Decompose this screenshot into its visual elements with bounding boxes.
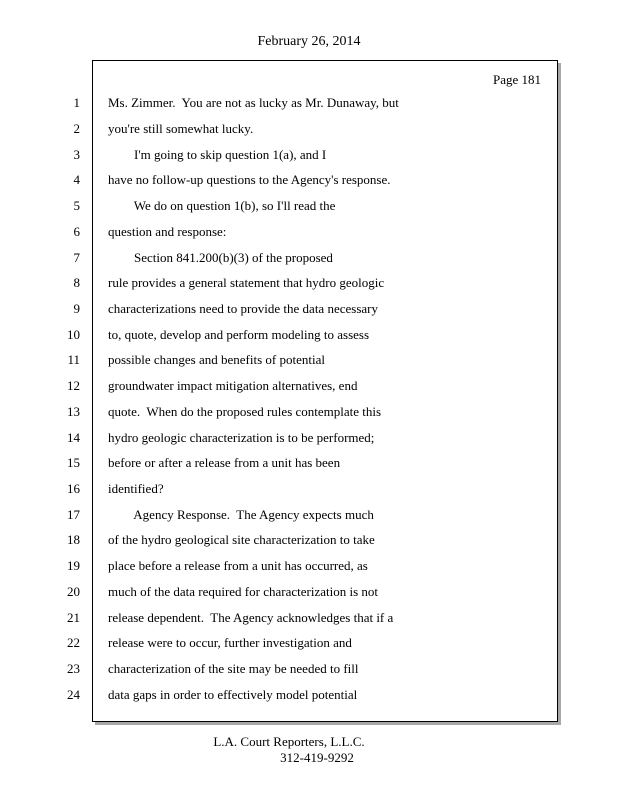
line-number: 3 [73,147,80,162]
line-number: 17 [67,507,80,522]
line-text: place before a release from a unit has occurred, as [108,558,368,573]
line-text: groundwater impact mitigation alternatives, end [108,378,358,393]
line-text: before or after a release from a unit has been [108,455,341,470]
reporter-phone: 312-419-9292 [280,750,354,765]
line-number: 10 [67,327,80,342]
line-number: 20 [67,584,80,599]
line-number: 11 [67,352,80,367]
line-text: release dependent. The Agency acknowledges that if a [108,610,394,625]
line-text: of the hydro geological site characterization to take [108,532,375,547]
line-number: 23 [67,661,80,676]
line-text: much of the data required for characterization is not [108,584,378,599]
line-number: 5 [73,198,80,213]
line-number: 13 [67,404,80,419]
page-number: Page 181 [492,72,541,87]
line-number: 6 [73,224,80,239]
line-text: characterization of the site may be needed to fill [108,661,359,676]
line-number: 12 [67,378,80,393]
reporter-company: L.A. Court Reporters, L.L.C. [213,734,365,749]
line-text: have no follow-up questions to the Agency's response. [108,172,391,187]
line-text: identified? [108,481,164,496]
line-number: 14 [67,430,80,445]
line-text: release were to occur, further investigation and [108,635,352,650]
line-text: rule provides a general statement that hydro geologic [108,275,385,290]
line-number: 22 [67,635,80,650]
line-text: We do on question 1(b), so I'll read the [108,198,336,213]
line-number: 8 [73,275,80,290]
line-number: 15 [67,455,80,470]
line-text: Section 841.200(b)(3) of the proposed [108,250,333,265]
line-number: 24 [67,687,80,702]
line-number: 1 [73,95,80,110]
line-text: you're still somewhat lucky. [108,121,254,136]
line-text: Agency Response. The Agency expects much [108,507,374,522]
line-number: 7 [73,250,80,265]
line-number: 16 [67,481,80,496]
line-number: 4 [73,172,80,187]
line-text: Ms. Zimmer. You are not as lucky as Mr. Dunaway, but [108,95,399,110]
line-number: 18 [67,532,80,547]
line-text: question and response: [108,224,227,239]
line-text: hydro geologic characterization is to be performed; [108,430,375,445]
line-text: quote. When do the proposed rules contemplate this [108,404,382,419]
line-text: data gaps in order to effectively model potential [108,687,358,702]
line-number: 2 [73,121,80,136]
line-number: 21 [67,610,80,625]
transcript-date: February 26, 2014 [257,34,361,49]
line-text: characterizations need to provide the data necessary [108,301,378,316]
line-text: to, quote, develop and perform modeling to assess [108,327,370,342]
line-text: possible changes and benefits of potential [108,352,325,367]
line-number: 9 [73,301,80,316]
line-text: I'm going to skip question 1(a), and I [108,147,327,162]
line-number: 19 [67,558,80,573]
